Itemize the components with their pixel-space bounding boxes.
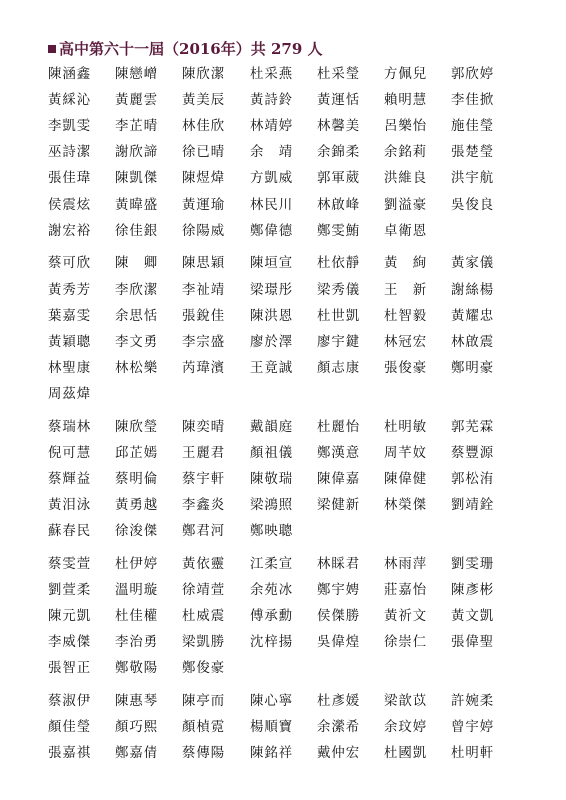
student-name: 杜明敏 — [384, 419, 428, 435]
student-name: 張銳佳 — [182, 308, 226, 324]
student-name: 方佩兒 — [384, 67, 428, 82]
student-name: 林松樂 — [115, 360, 159, 376]
student-name: 杜麗怡 — [317, 419, 361, 435]
student-name: 王麗君 — [182, 445, 226, 461]
student-name: 蔡瑞林 — [48, 419, 92, 435]
student-name: 芮瑋濱 — [182, 360, 226, 376]
student-name: 黃運瑜 — [182, 197, 226, 213]
student-name: 余苑冰 — [250, 583, 294, 598]
student-name: 吳俊良 — [451, 197, 495, 213]
student-name: 江柔宣 — [250, 556, 294, 572]
student-name: 陳彥彬 — [451, 583, 495, 598]
student-name: 林冠宏 — [384, 334, 428, 350]
student-name: 陳心寧 — [250, 694, 294, 710]
student-name: 周芊妏 — [384, 445, 428, 461]
student-name: 杜智毅 — [384, 308, 428, 324]
student-name: 梁健新 — [317, 498, 361, 513]
student-name: 侯震炫 — [48, 197, 92, 213]
student-name: 鄭敬陽 — [115, 661, 159, 677]
student-name: 杜依靜 — [317, 256, 361, 272]
student-name: 徐已晴 — [182, 145, 226, 161]
student-name: 李芷晴 — [115, 119, 159, 135]
student-name: 郭欣婷 — [451, 67, 495, 82]
student-name: 謝欣諦 — [115, 145, 159, 161]
student-name: 張智正 — [48, 661, 92, 677]
heading-text: 高中第六十一屆（2016年）共 279 人 — [59, 40, 323, 58]
student-name: 鄭映聰 — [250, 524, 294, 540]
student-name: 陳洪恩 — [250, 308, 294, 324]
student-name: 傅承勳 — [250, 609, 294, 625]
student-name: 曾宇婷 — [451, 720, 495, 736]
student-name: 余銘莉 — [384, 145, 428, 161]
student-name: 黃綵沁 — [48, 93, 92, 109]
student-name: 黃運恬 — [317, 93, 361, 109]
student-name: 陳惠琴 — [115, 694, 159, 710]
student-name: 鄭雯鮪 — [317, 223, 361, 239]
student-name: 林佳欣 — [182, 119, 226, 135]
student-name: 黃文凱 — [451, 609, 495, 625]
student-name: 陳涵鑫 — [48, 67, 92, 82]
student-name: 余 靖 — [250, 145, 294, 161]
student-name: 梁鴻照 — [250, 498, 294, 513]
student-name: 廖宇鍵 — [317, 334, 361, 350]
student-name: 黃家儀 — [451, 256, 495, 272]
student-name: 黃麗雲 — [115, 93, 159, 109]
student-name: 杜采燕 — [250, 67, 294, 82]
student-name: 鄭嘉倩 — [115, 746, 159, 762]
student-name: 林啟峰 — [317, 197, 361, 213]
student-name: 黃 絢 — [384, 256, 428, 272]
student-name: 賴明慧 — [384, 93, 428, 109]
student-name: 蔡雯萱 — [48, 556, 92, 572]
student-name: 陳亭而 — [182, 694, 226, 710]
student-name: 顏祖儀 — [250, 445, 294, 461]
student-name: 鄭漢意 — [317, 445, 361, 461]
student-name: 張楚瑩 — [451, 145, 495, 161]
student-name: 黃依靈 — [182, 556, 226, 572]
student-name: 陳元凱 — [48, 609, 92, 625]
student-name: 鄭俊豪 — [182, 661, 226, 677]
student-name: 余瀠希 — [317, 720, 361, 736]
student-name: 梁凱勝 — [182, 635, 226, 651]
student-name: 徐佳銀 — [115, 223, 159, 239]
student-name: 黃泪泳 — [48, 498, 92, 513]
student-name: 莊嘉怡 — [384, 583, 428, 598]
student-name: 楊順寶 — [250, 720, 294, 736]
student-name: 廖於澤 — [250, 334, 294, 350]
student-name: 張嘉祺 — [48, 746, 92, 762]
student-name: 杜佳權 — [115, 609, 159, 625]
student-name: 蔡淑伊 — [48, 694, 92, 710]
student-name: 吳偉煌 — [317, 635, 361, 651]
student-name: 張俊豪 — [384, 360, 428, 376]
student-name: 余思恬 — [115, 308, 159, 324]
student-name: 鄭偉德 — [250, 223, 294, 239]
student-name: 杜威震 — [182, 609, 226, 625]
student-name: 顏佳瑩 — [48, 720, 92, 736]
student-name: 謝絲楊 — [451, 282, 495, 298]
student-name: 蔡豐源 — [451, 445, 495, 461]
student-name: 呂樂怡 — [384, 119, 428, 135]
student-name: 杜明軒 — [451, 746, 495, 762]
student-name: 蔡可欣 — [48, 256, 92, 272]
student-name: 謝宏裕 — [48, 223, 92, 239]
student-name: 溫明璇 — [115, 583, 159, 598]
student-name: 郭松洧 — [451, 471, 495, 487]
student-name: 黃勇越 — [115, 498, 159, 513]
student-name: 王 新 — [384, 282, 428, 298]
student-name: 張偉聖 — [451, 635, 495, 651]
student-name: 徐靖萱 — [182, 583, 226, 598]
student-name: 余錦柔 — [317, 145, 361, 161]
student-name: 陳煜煒 — [182, 171, 226, 187]
student-name: 李威傑 — [48, 635, 92, 651]
student-name: 杜伊婷 — [115, 556, 159, 572]
student-name: 蔡傳陽 — [182, 746, 226, 762]
student-name: 顏志康 — [317, 360, 361, 376]
student-name: 黃秀芳 — [48, 282, 92, 298]
student-name: 林睬君 — [317, 556, 361, 572]
student-name: 巫詩潔 — [48, 145, 92, 161]
student-name: 徐陽威 — [182, 223, 226, 239]
student-name: 黃詩鈴 — [250, 93, 294, 109]
student-name: 沈梓揚 — [250, 635, 294, 651]
student-name: 劉靖銓 — [451, 498, 495, 513]
student-name: 李鑫炎 — [182, 498, 226, 513]
student-name: 倪可慧 — [48, 445, 92, 461]
student-name: 李治勇 — [115, 635, 159, 651]
student-name: 徐浚傑 — [115, 524, 159, 540]
student-name: 杜國凱 — [384, 746, 428, 762]
student-name: 李欣潔 — [115, 282, 159, 298]
student-name: 鄭君河 — [182, 524, 226, 540]
student-name: 劉雯珊 — [451, 556, 495, 572]
student-name: 黃穎聰 — [48, 334, 92, 350]
student-name: 余玟婷 — [384, 720, 428, 736]
student-name: 洪維良 — [384, 171, 428, 187]
student-name: 郭芜霖 — [451, 419, 495, 435]
student-name: 洪宇航 — [451, 171, 495, 187]
student-name: 李佳掀 — [451, 93, 495, 109]
student-name: 方凱威 — [250, 171, 294, 187]
student-name: 許婉柔 — [451, 694, 495, 710]
student-name: 鄭明豪 — [451, 360, 495, 376]
student-name: 林聖康 — [48, 360, 92, 376]
student-name: 陳凱傑 — [115, 171, 159, 187]
student-name: 顏巧熙 — [115, 720, 159, 736]
student-name: 蔡輝益 — [48, 471, 92, 487]
student-name: 陳奕晴 — [182, 419, 226, 435]
student-name: 黃暐盛 — [115, 197, 159, 213]
square-bullet-icon — [48, 45, 56, 53]
student-name: 陳銘祥 — [250, 746, 294, 762]
student-name: 蔡宇軒 — [182, 471, 226, 487]
student-name: 李文勇 — [115, 334, 159, 350]
student-name: 顏楨霓 — [182, 720, 226, 736]
student-name: 卓衛恩 — [384, 223, 428, 239]
student-name: 周茲煒 — [48, 386, 92, 402]
student-name: 鄭宇娉 — [317, 583, 361, 598]
student-name: 林啟震 — [451, 334, 495, 350]
student-name: 李凱雯 — [48, 119, 92, 135]
student-name: 林榮傑 — [384, 498, 428, 513]
student-name: 梁璟彤 — [250, 282, 294, 298]
student-name: 劉溢豪 — [384, 197, 428, 213]
student-name: 陳戀嶒 — [115, 67, 159, 82]
student-name: 戴仲宏 — [317, 746, 361, 762]
student-name: 杜世凱 — [317, 308, 361, 324]
student-name: 邱芷嫣 — [115, 445, 159, 461]
student-name: 杜采瑩 — [317, 67, 361, 82]
student-name: 黃耀忠 — [451, 308, 495, 324]
student-name: 郭軍葳 — [317, 171, 361, 187]
student-name: 張佳瑋 — [48, 171, 92, 187]
student-name: 李祉靖 — [182, 282, 226, 298]
student-name: 戴韻庭 — [250, 419, 294, 435]
student-name: 陳垣宣 — [250, 256, 294, 272]
student-name: 陳欣瑩 — [115, 419, 159, 435]
student-name: 蘇春民 — [48, 524, 92, 540]
student-name: 王竟誠 — [250, 360, 294, 376]
student-name: 林馨美 — [317, 119, 361, 135]
student-name: 劉萱柔 — [48, 583, 92, 598]
student-name: 蔡明倫 — [115, 471, 159, 487]
student-name: 林靖婷 — [250, 119, 294, 135]
student-name: 梁秀儀 — [317, 282, 361, 298]
student-name: 侯傑勝 — [317, 609, 361, 625]
student-name: 黃美辰 — [182, 93, 226, 109]
student-name: 梁歆苡 — [384, 694, 428, 710]
student-name: 黃祈文 — [384, 609, 428, 625]
student-name: 杜彥媛 — [317, 694, 361, 710]
student-name: 徐崇仁 — [384, 635, 428, 651]
student-name: 林民川 — [250, 197, 294, 213]
student-name: 陳敬瑞 — [250, 471, 294, 487]
section-heading — [48, 38, 323, 58]
student-name: 陳欣潔 — [182, 67, 226, 82]
student-name: 葉嘉雯 — [48, 308, 92, 324]
student-name: 陳 卿 — [115, 256, 159, 272]
student-name: 陳思穎 — [182, 256, 226, 272]
student-name: 李宗盛 — [182, 334, 226, 350]
student-name: 陳偉健 — [384, 471, 428, 487]
student-name: 施佳瑩 — [451, 119, 495, 135]
student-name: 陳偉嘉 — [317, 471, 361, 487]
student-name: 林雨萍 — [384, 556, 428, 572]
